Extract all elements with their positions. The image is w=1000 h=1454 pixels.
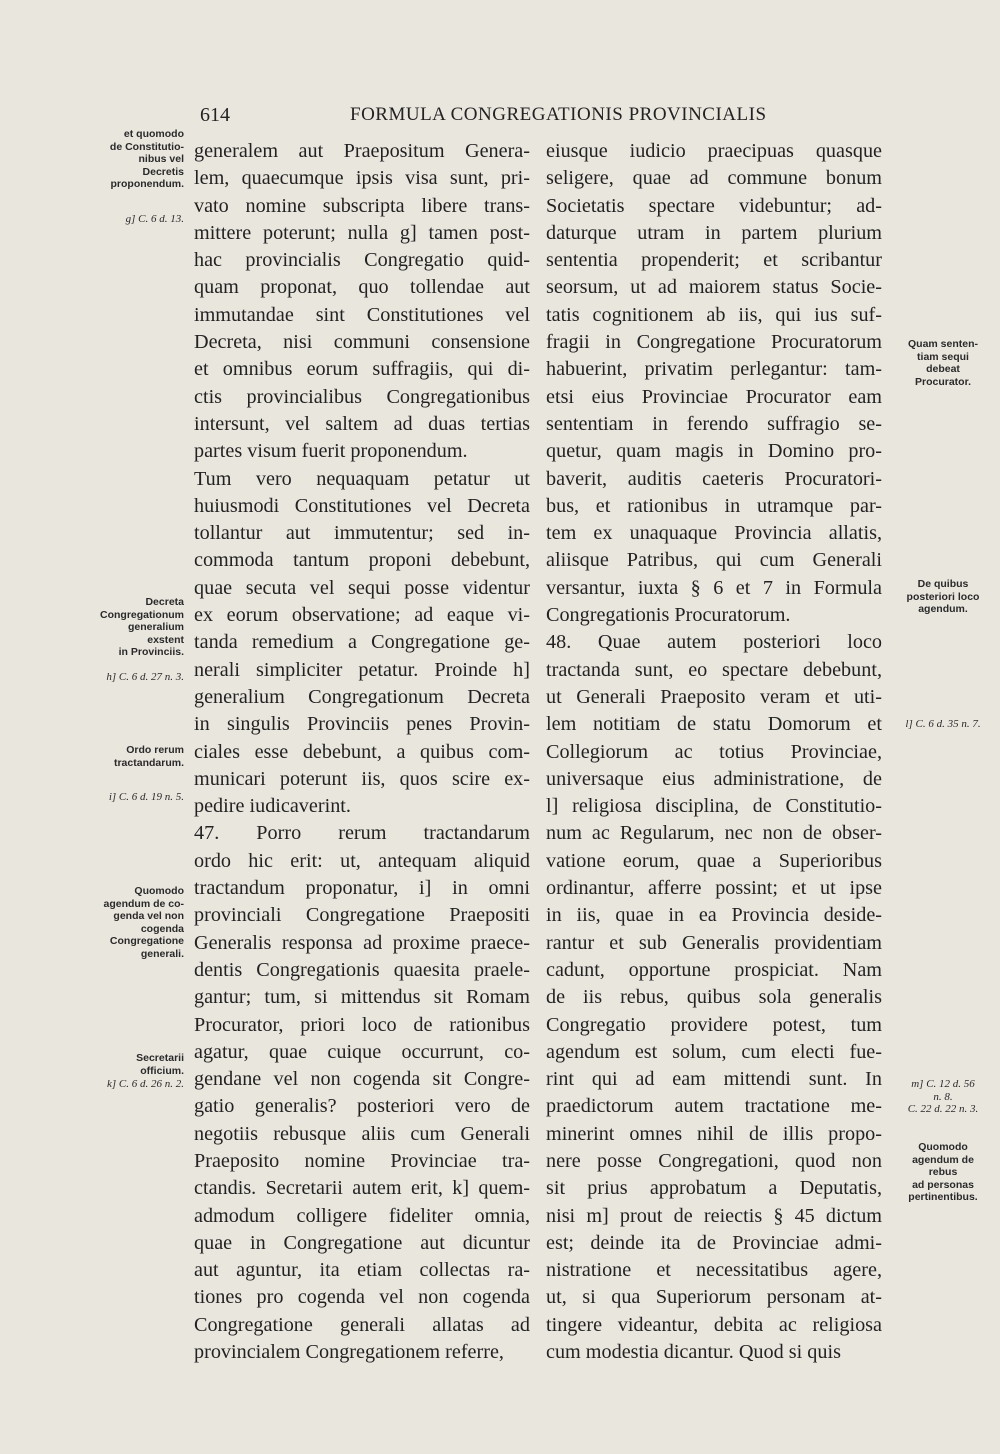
- text-line: sententiam in ferendo suffragio se-: [546, 412, 882, 435]
- text-line: bus, et rationibus in utramque par-: [546, 494, 882, 517]
- text-line: Collegiorum ac totius Provinciae,: [546, 740, 882, 763]
- text-line: provincialem Congregationem referre,: [194, 1341, 504, 1364]
- margin-note-line: l] C. 6 d. 35 n. 7.: [905, 718, 981, 730]
- text-line: praedictorum autem tractatione me-: [546, 1095, 882, 1118]
- text-line: Congregatione generali allatas ad: [194, 1313, 530, 1336]
- margin-note-line: k] C. 6 d. 26 n. 2.: [107, 1078, 184, 1090]
- margin-note-line: de Constitutio-: [109, 140, 184, 153]
- text-line: pedire iudicaverint.: [194, 795, 351, 818]
- margin-note-line: Decreta: [145, 596, 184, 608]
- margin-note-line: et quomodo: [123, 128, 184, 140]
- text-line: et omnibus eorum suffragiis, qui di-: [194, 358, 530, 381]
- text-line: tractanda sunt, eo spectare debebunt,: [546, 658, 882, 681]
- text-line: in singulis Provinciis penes Provin-: [194, 713, 530, 736]
- margin-note: [80, 128, 184, 191]
- text-line: negotiis rebusque aliis cum Generali: [194, 1122, 530, 1145]
- text-line: gantur; tum, si mittendus sit Romam: [194, 986, 530, 1009]
- text-line: ctis provincialibus Congregationibus: [194, 385, 530, 408]
- text-line: ut Generali Praeposito veram et uti-: [546, 685, 882, 708]
- citation-note: [80, 671, 184, 684]
- text-line: tractandum proponatur, i] in omni: [194, 877, 530, 900]
- margin-note-line: Procurator.: [914, 375, 972, 388]
- text-line: versantur, iuxta § 6 et 7 in Formula: [546, 576, 882, 599]
- text-line: municari poterunt iis, quos scire ex-: [194, 767, 530, 790]
- text-line: eiusque iudicio praecipuas quasque: [546, 140, 882, 162]
- text-line: ciales esse debebunt, a quibus com-: [194, 740, 530, 763]
- margin-note: [80, 596, 184, 659]
- text-line: tatis cognitionem ab iis, qui ius suf-: [546, 303, 882, 326]
- margin-note-line: Ordo rerum: [126, 744, 184, 756]
- text-line: intersunt, vel saltem ad duas tertias: [194, 412, 530, 435]
- text-line: nistratione et necessitatibus agere,: [546, 1259, 882, 1282]
- text-line: aliisque Patribus, qui cum Generali: [546, 549, 882, 572]
- text-line: ex eorum observatione; ad eaque vi-: [194, 604, 530, 627]
- margin-note-line: rebus: [928, 1166, 958, 1178]
- citation-note: [80, 1078, 184, 1091]
- margin-note-line: nibus vel: [138, 153, 184, 165]
- margin-note: [890, 338, 996, 388]
- text-line: ut, si qua Superiorum personam at-: [546, 1286, 882, 1309]
- page-header: [200, 104, 890, 134]
- margin-note-line: genda vel non: [113, 910, 184, 922]
- margin-note-line: C. 22 d. 22 n. 3.: [907, 1103, 979, 1115]
- margin-note-line: cogenda: [140, 922, 184, 935]
- margin-note-line: h] C. 6 d. 27 n. 3.: [106, 671, 184, 683]
- margin-note-line: Secretarii: [136, 1052, 184, 1064]
- margin-note-line: Quam senten-: [907, 338, 978, 350]
- text-line: agendum est solum, cum electi fue-: [546, 1040, 882, 1063]
- margin-note-line: debeat: [926, 363, 960, 375]
- margin-note-line: exstent: [147, 633, 184, 646]
- margin-note-line: De quibus: [917, 578, 969, 590]
- margin-note: [80, 1052, 184, 1077]
- text-line: seorsum, ut ad maiorem status Socie-: [546, 276, 882, 299]
- text-line: daturque utram in partem plurium: [546, 221, 882, 244]
- text-line: cadunt, opportune prospiciat. Nam: [546, 958, 882, 981]
- text-line: in iis, quae in ea Provincia deside-: [546, 904, 882, 927]
- margin-note: [80, 744, 184, 769]
- text-line: Generalis responsa ad proxime praece-: [194, 931, 530, 954]
- margin-note-line: Congregationum: [100, 608, 184, 621]
- text-line: generalem aut Praepositum Genera-: [194, 140, 530, 162]
- text-line: num ac Regularum, nec non de obser-: [546, 822, 882, 845]
- margin-note-line: pertinentibus.: [908, 1191, 978, 1203]
- text-line: lem notitiam de statu Domorum et: [546, 713, 882, 736]
- margin-note-line: tiam sequi: [917, 350, 969, 363]
- text-line: nere posse Congregationi, quod non: [546, 1149, 882, 1172]
- text-line: sit prius approbatum a Deputatis,: [546, 1177, 882, 1200]
- margin-note: [890, 1141, 996, 1204]
- running-title: FORMULA CONGREGATIONIS PROVINCIALIS: [350, 104, 767, 125]
- text-line: tingere videantur, debita ac religiosa: [546, 1313, 882, 1336]
- citation-note: [80, 791, 184, 804]
- text-line: Congregationis Procuratorum.: [546, 604, 791, 627]
- text-line: nisi m] prout de reiectis § 45 dictum: [546, 1204, 882, 1227]
- text-line: Congregatio providere potest, tum: [546, 1013, 882, 1036]
- text-line: gendane vel non cogenda sit Congre-: [194, 1068, 530, 1091]
- text-line: nerali simpliciter petatur. Proinde h]: [194, 658, 530, 681]
- text-line: mittere poterunt; nulla g] tamen post-: [194, 221, 530, 244]
- margin-note-line: g] C. 6 d. 13.: [125, 213, 184, 225]
- text-line: Decreta, nisi communi consensione: [194, 331, 530, 354]
- margin-note-line: proponendum.: [110, 178, 184, 190]
- text-line: agatur, quae cuique occurrunt, co-: [194, 1040, 530, 1063]
- margin-note-line: Quomodo: [134, 885, 184, 897]
- margin-note-line: generali.: [140, 947, 184, 960]
- margin-note-line: i] C. 6 d. 19 n. 5.: [108, 791, 184, 803]
- text-line: aut aguntur, ita etiam collectas ra-: [194, 1259, 530, 1282]
- text-line: 48. Quae autem posteriori loco: [546, 631, 882, 654]
- text-line: quae secuta vel sequi posse videntur: [194, 576, 530, 599]
- margin-note-line: tractandarum.: [113, 756, 184, 769]
- text-line: provinciali Congregatione Praepositi: [194, 904, 530, 927]
- citation-note: [890, 718, 996, 731]
- text-line: tem ex unaquaque Provincia allatis,: [546, 522, 882, 545]
- text-line: habuerint, privatim perlegantur: tam-: [546, 358, 882, 381]
- margin-note-line: generalium: [127, 621, 184, 633]
- text-line: sententia propenderit; et scribantur: [546, 249, 882, 272]
- citation-note: [890, 1078, 996, 1116]
- text-line: quam proponat, quo tollendae aut: [194, 276, 530, 299]
- text-line: quetur, quam magis in Domino pro-: [546, 440, 882, 463]
- text-line: gatio generalis? posteriori vero de: [194, 1095, 530, 1118]
- text-line: est; deinde ita de Provinciae admi-: [546, 1231, 882, 1254]
- text-line: vatione eorum, quae a Superioribus: [546, 849, 882, 872]
- text-line: 47. Porro rerum tractandarum: [194, 822, 530, 845]
- text-line: fragii in Congregatione Procuratorum: [546, 331, 882, 354]
- text-line: seligere, quae ad commune bonum: [546, 167, 882, 190]
- text-line: vato nomine subscripta libere trans-: [194, 194, 530, 217]
- text-line: minerint omnes nihil de illis propo-: [546, 1122, 882, 1145]
- text-line: huiusmodi Constitutiones vel Decreta: [194, 494, 530, 517]
- margin-note-line: Congregatione: [109, 935, 184, 947]
- text-line: commoda tantum proponi debebunt,: [194, 549, 530, 572]
- text-line: rantur et sub Generalis providentiam: [546, 931, 882, 954]
- text-line: universaque eius administratione, de: [546, 767, 882, 790]
- text-line: Societatis spectare videbuntur; ad-: [546, 194, 882, 217]
- margin-note-line: agendum de: [912, 1153, 974, 1166]
- margin-note-line: Decretis: [142, 165, 184, 178]
- text-line: immutandae sint Constitutiones vel: [194, 303, 530, 326]
- text-line: hac provincialis Congregatio quid-: [194, 249, 530, 272]
- text-line: tollantur aut immutentur; sed in-: [194, 522, 530, 545]
- left-text-column: [194, 138, 530, 1366]
- text-line: de iis rebus, quibus sola generalis: [546, 986, 882, 1009]
- text-line: generalium Congregationum Decreta: [194, 685, 530, 708]
- text-line: quae in Congregatione aut dicuntur: [194, 1231, 530, 1254]
- text-line: Praeposito nomine Provinciae tra-: [194, 1149, 530, 1172]
- citation-note: [80, 213, 184, 226]
- text-line: tiones pro cogenda vel non cogenda: [194, 1286, 530, 1309]
- text-line: baverit, auditis caeteris Procuratori-: [546, 467, 882, 490]
- right-text-column: [546, 138, 882, 1366]
- text-line: Procurator, priori loco de rationibus: [194, 1013, 530, 1036]
- margin-note-line: n. 8.: [933, 1090, 953, 1103]
- text-line: l] religiosa disciplina, de Constitutio-: [546, 795, 882, 818]
- margin-note: [890, 578, 996, 616]
- margin-note-line: officium.: [140, 1064, 184, 1077]
- text-line: lem, quaecumque ipsis visa sunt, pri-: [194, 167, 530, 190]
- margin-note-line: posteriori loco: [906, 590, 980, 603]
- text-line: admodum colligere fideliter omnia,: [194, 1204, 530, 1227]
- margin-note-line: in Provinciis.: [118, 646, 184, 658]
- text-line: Tum vero nequaquam petatur ut: [194, 467, 530, 490]
- text-line: tanda remedium a Congregatione ge-: [194, 631, 530, 654]
- text-line: partes visum fuerit proponendum.: [194, 440, 468, 463]
- margin-note-line: agendum.: [918, 603, 968, 615]
- text-line: ordinantur, afferre possint; et ut ipse: [546, 877, 882, 900]
- margin-note: [80, 885, 184, 960]
- text-line: cum modestia dicantur. Quod si quis: [546, 1341, 841, 1364]
- text-line: dentis Congregationis quaesita praele-: [194, 958, 530, 981]
- text-line: ordo hic erit: ut, antequam aliquid: [194, 849, 530, 872]
- margin-note-line: Quomodo: [918, 1141, 968, 1153]
- text-line: rint qui ad eam mittendi sunt. In: [546, 1068, 882, 1091]
- margin-note-line: m] C. 12 d. 56: [911, 1078, 975, 1090]
- text-line: etsi eius Provinciae Procurator eam: [546, 385, 882, 408]
- margin-note-line: ad personas: [912, 1178, 974, 1191]
- margin-note-line: agendum de co-: [103, 897, 184, 910]
- text-line: ctandis. Secretarii autem erit, k] quem-: [194, 1177, 530, 1200]
- page-number: 614: [200, 104, 230, 126]
